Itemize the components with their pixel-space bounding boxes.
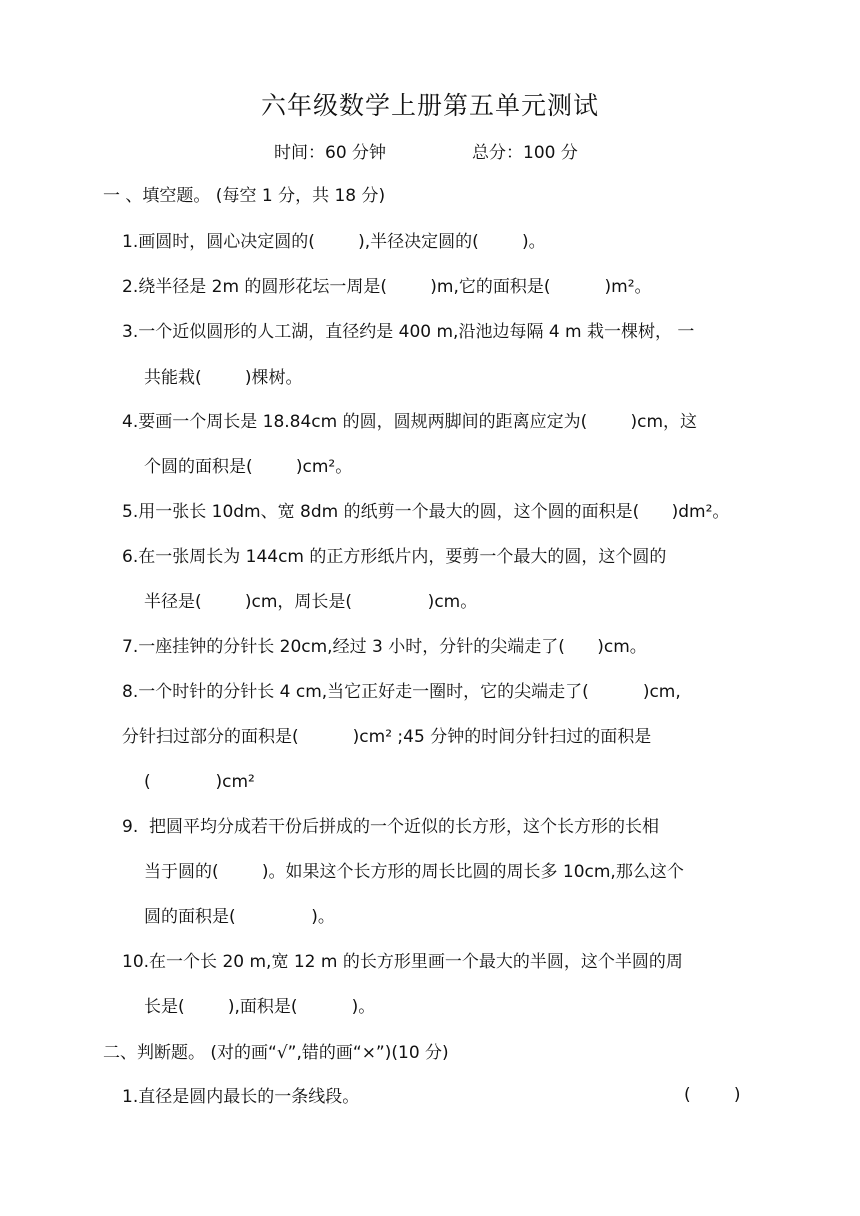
score-info: 总分：100 分 xyxy=(472,143,578,163)
question-line: 分针扫过部分的面积是( )cm² ;45 分钟的时间分针扫过的面积是 xyxy=(122,727,652,747)
question-line: 9. 把圆平均分成若干份后拼成的一个近似的长方形，这个长方形的长相 xyxy=(122,817,660,837)
question-line: 10.在一个长 20 m,宽 12 m 的长方形里画一个最大的半圆，这个半圆的周 xyxy=(122,952,683,972)
section-fill-heading: 一 、填空题。 (每空 1 分，共 18 分) xyxy=(103,186,386,206)
question-line: 8.一个时针的分针长 4 cm,当它正好走一圈时，它的尖端走了( )cm, xyxy=(122,682,681,702)
question-line: 长是( ),面积是( )。 xyxy=(144,997,376,1017)
page-title: 六年级数学上册第五单元测试 xyxy=(260,91,599,120)
question-line: 5.用一张长 10dm、宽 8dm 的纸剪一个最大的圆，这个圆的面积是( )dm²。 xyxy=(122,502,730,522)
section-judge-heading: 二、判断题。 (对的画“√”,错的画“×”)(10 分) xyxy=(103,1043,449,1063)
question-line: 4.要画一个周长是 18.84cm 的圆，圆规两脚间的距离应定为( )cm，这 xyxy=(122,412,698,432)
question-line: 2.绕半径是 2m 的圆形花坛一周是( )m,它的面积是( )m²。 xyxy=(122,277,652,297)
question-line: 6.在一张周长为 144cm 的正方形纸片内，要剪一个最大的圆，这个圆的 xyxy=(122,547,667,567)
question-line: 圆的面积是( )。 xyxy=(144,907,335,927)
question-line: 3.一个近似圆形的人工湖，直径约是 400 m,沿池边每隔 4 m 栽一棵树， 一 xyxy=(122,322,695,342)
judge-question: 1.直径是圆内最长的一条线段。 xyxy=(122,1087,360,1107)
question-line: 当于圆的( )。如果这个长方形的周长比圆的周长多 10cm,那么这个 xyxy=(144,862,684,882)
question-line: 7.一座挂钟的分针长 20cm,经过 3 小时，分针的尖端走了( )cm。 xyxy=(122,637,647,657)
judge-answer-blank: ( ) xyxy=(684,1085,741,1105)
time-info: 时间：60 分钟 xyxy=(274,143,387,163)
question-line: 个圆的面积是( )cm²。 xyxy=(144,457,353,477)
question-line: 共能栽( )棵树。 xyxy=(144,368,303,388)
question-line: ( )cm² xyxy=(144,772,255,792)
question-line: 1.画圆时，圆心决定圆的( ),半径决定圆的( )。 xyxy=(122,232,546,252)
question-line: 半径是( )cm，周长是( )cm。 xyxy=(144,592,478,612)
